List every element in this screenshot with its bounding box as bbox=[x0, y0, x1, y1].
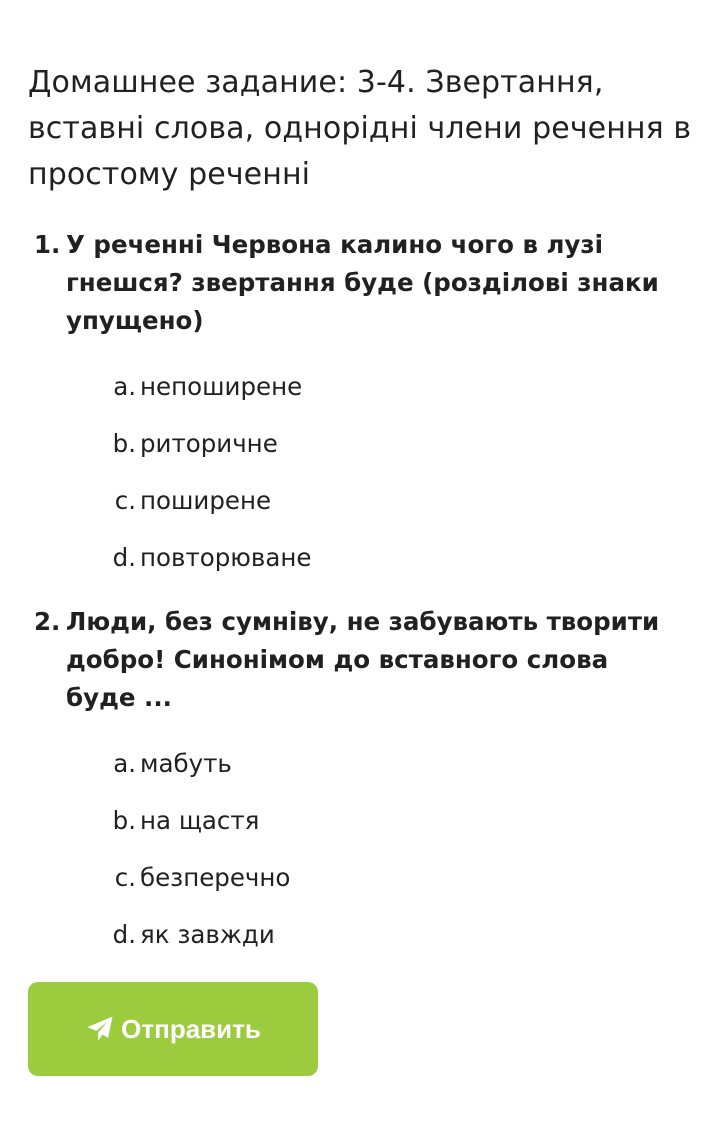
question-2 bbox=[34, 603, 684, 979]
question-1-option-a[interactable] bbox=[34, 358, 684, 415]
question-1-option-d[interactable] bbox=[34, 529, 684, 586]
option-letter: d. bbox=[112, 543, 136, 572]
option-text: безперечно bbox=[140, 863, 291, 892]
paper-plane-icon bbox=[85, 1014, 115, 1044]
option-letter: d. bbox=[112, 920, 136, 949]
option-text: мабуть bbox=[140, 749, 232, 778]
option-text: риторичне bbox=[140, 429, 278, 458]
question-1-prompt bbox=[34, 226, 684, 340]
option-letter: c. bbox=[114, 486, 136, 515]
question-2-text: Люди, без сумніву, не забувають творити добро! Синонімом до вставного слова буде ... bbox=[66, 607, 660, 712]
question-1 bbox=[34, 226, 684, 602]
question-1-option-c[interactable] bbox=[34, 472, 684, 529]
option-text: повторюване bbox=[140, 543, 312, 572]
question-1-options bbox=[34, 358, 684, 586]
option-text: непоширене bbox=[140, 372, 303, 401]
question-2-option-a[interactable] bbox=[34, 735, 684, 792]
question-1-number: 1. bbox=[34, 230, 61, 259]
option-text: на щастя bbox=[140, 806, 260, 835]
option-letter: a. bbox=[113, 749, 136, 778]
option-letter: c. bbox=[114, 863, 136, 892]
question-2-prompt bbox=[34, 603, 684, 717]
option-letter: b. bbox=[112, 806, 136, 835]
question-2-option-c[interactable] bbox=[34, 849, 684, 906]
option-text: поширене bbox=[140, 486, 272, 515]
option-letter: a. bbox=[113, 372, 136, 401]
question-1-text: У реченні Червона калино чого в лузі гнешся? звертання буде (розділові знаки упущено) bbox=[66, 230, 659, 335]
option-text: як завжди bbox=[140, 920, 275, 949]
question-2-number: 2. bbox=[34, 607, 61, 636]
question-1-option-b[interactable] bbox=[34, 415, 684, 472]
question-2-options bbox=[34, 735, 684, 963]
page-title: Домашнее задание: 3-4. Звертання, вставні слова, однорідні члени речення в простому реченні bbox=[28, 65, 692, 192]
option-letter: b. bbox=[112, 429, 136, 458]
question-2-option-d[interactable] bbox=[34, 906, 684, 963]
question-2-option-b[interactable] bbox=[34, 792, 684, 849]
submit-button[interactable] bbox=[28, 982, 318, 1076]
submit-label: Отправить bbox=[121, 1013, 261, 1044]
